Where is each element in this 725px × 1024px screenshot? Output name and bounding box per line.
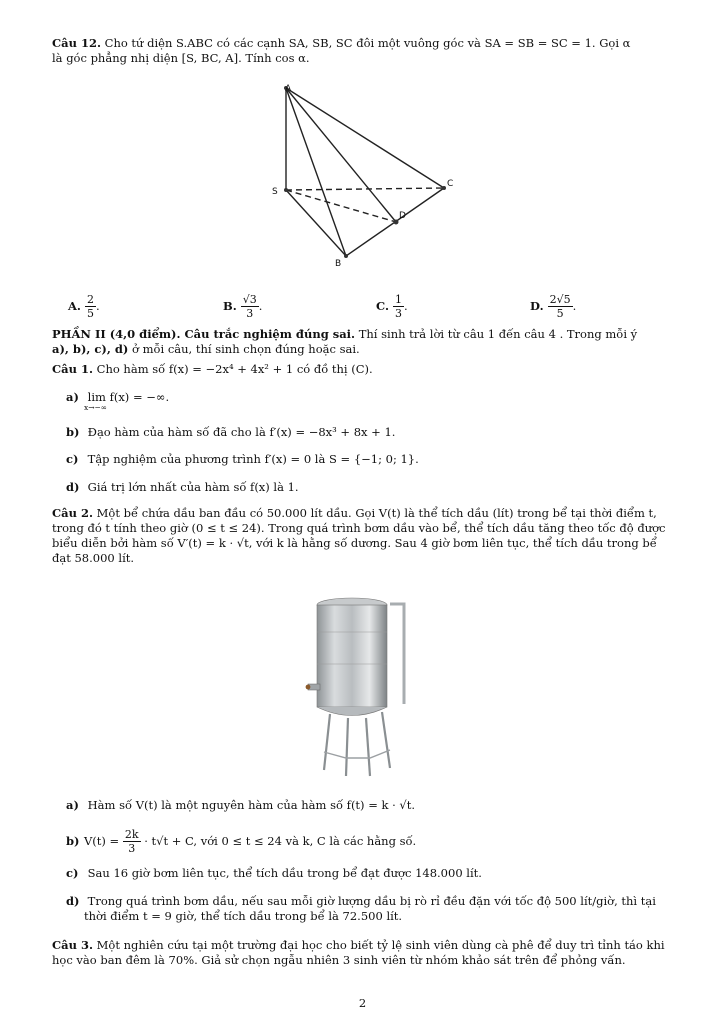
- part2-instr-bold: a), b), c), d): [52, 342, 129, 356]
- option-d-label: D.: [530, 298, 544, 313]
- c1-item-a-sub: x→−∞: [84, 403, 108, 412]
- c2-stem: [52, 506, 674, 566]
- c1-item-b-label: b): [66, 425, 80, 439]
- valve-handle: [306, 685, 311, 690]
- option-b-den: 3: [246, 306, 254, 320]
- c1-item-a-label: a): [66, 390, 79, 404]
- q12-text-line2: là góc phẳng nhị diện [S, BC, A]. Tính cos α.: [52, 51, 310, 65]
- tetrahedron-figure: [260, 80, 470, 270]
- c2-item-a-label: a): [66, 798, 79, 812]
- c1-text: Cho hàm số f(x) = −2x⁴ + 4x² + 1 có đồ thị (C).: [96, 362, 373, 376]
- c1-item-a[interactable]: [66, 390, 674, 412]
- option-a-fraction: [85, 293, 96, 320]
- option-a-label: A.: [68, 298, 81, 313]
- c2-item-d-text2: thời điểm t = 9 giờ, thể tích dầu trong bể là 72.500 lít.: [84, 909, 403, 923]
- c2-item-b[interactable]: [66, 825, 674, 857]
- c2-label: Câu 2.: [52, 506, 93, 520]
- option-a[interactable]: [68, 288, 100, 324]
- tank-leg-2: [346, 718, 348, 776]
- part2-instr-line2: ở mỗi câu, thí sinh chọn đúng hoặc sai.: [131, 342, 360, 356]
- option-d-fraction: [548, 293, 573, 320]
- tank-bottom: [317, 707, 387, 716]
- part2-instructions: [52, 327, 674, 357]
- option-c-den: 3: [394, 306, 402, 320]
- question-2: [52, 506, 674, 566]
- c3-line1: Một nghiên cứu tại một trường đại học cho biết tỷ lệ sinh viên dùng cà phê để duy trì tỉnh táo khi: [96, 938, 665, 952]
- label-C: C: [447, 179, 454, 189]
- option-b-label: B.: [223, 298, 237, 313]
- c1-item-a-text: lim f(x) = −∞.: [87, 390, 170, 404]
- q12-options: [68, 288, 628, 324]
- c1-item-d-label: d): [66, 480, 80, 494]
- part2-section: [52, 327, 674, 357]
- c1-item-d[interactable]: [66, 480, 674, 495]
- q12-label: Câu 12.: [52, 36, 101, 50]
- c2-item-a-text: Hàm số V(t) là một nguyên hàm của hàm số f(t) = k · √t.: [87, 798, 416, 812]
- c1-item-c-label: c): [66, 452, 79, 466]
- c2-item-d-text: Trong quá trình bơm dầu, nếu sau mỗi giờ lượng dầu bị rò rỉ đều đặn với tốc độ 500 lít/giờ, thì tại: [87, 894, 656, 908]
- page-number: 2: [358, 996, 367, 1010]
- label-A: A: [285, 84, 292, 94]
- c1-item-b-text: Đạo hàm của hàm số đã cho là f′(x) = −8x³ + 8x + 1.: [87, 425, 396, 439]
- tank-leg-4: [382, 712, 390, 768]
- c2-item-b-fraction: [123, 828, 141, 855]
- c2-item-a[interactable]: [66, 798, 674, 813]
- option-b-tail: .: [258, 298, 263, 313]
- tank-body: [317, 605, 387, 707]
- question-1: [52, 362, 674, 377]
- option-b[interactable]: [223, 288, 262, 324]
- c2-item-b-post: · t√t + C, với 0 ≤ t ≤ 24 và k, C là các hằng số.: [144, 833, 417, 848]
- c3-label: Câu 3.: [52, 938, 93, 952]
- c2-item-c-text: Sau 16 giờ bơm liên tục, thể tích dầu trong bể đạt được 148.000 lít.: [87, 866, 482, 880]
- option-c[interactable]: [376, 288, 408, 324]
- point-C: [442, 186, 446, 190]
- option-d-tail: .: [572, 298, 577, 313]
- part2-instr-line1: Thí sinh trả lời từ câu 1 đến câu 4 . Trong mỗi ý: [358, 327, 638, 341]
- option-d-den: 5: [556, 306, 564, 320]
- point-B: [344, 254, 348, 258]
- c2-line2: trong đó t tính theo giờ (0 ≤ t ≤ 24). Trong quá trình bơm dầu vào bể, thể tích dầu tăng theo tốc độ được: [52, 521, 666, 535]
- edge-AD: [286, 88, 396, 222]
- tank-pipe: [390, 604, 404, 704]
- c2-line1: Một bể chứa dầu ban đầu có 50.000 lít dầu. Gọi V(t) là thể tích dầu (lít) trong bể tại thời điểm t,: [96, 506, 657, 520]
- option-c-label: C.: [376, 298, 389, 313]
- q12-text-line1: Cho tứ diện S.ABC có các cạnh SA, SB, SC đôi một vuông góc và SA = SB = SC = 1. Gọi α: [104, 36, 631, 50]
- c1-stem: [52, 362, 674, 377]
- option-b-num: √3: [242, 292, 257, 306]
- c1-item-c-text: Tập nghiệm của phương trình f′(x) = 0 là S = {−1; 0; 1}.: [87, 452, 419, 466]
- point-S: [284, 188, 288, 192]
- c2-item-d-label: d): [66, 894, 80, 908]
- c2-item-b-pre: V(t) =: [84, 833, 120, 848]
- c2-line4: đạt 58.000 lít.: [52, 551, 135, 565]
- label-D: D: [399, 211, 406, 221]
- option-a-den: 5: [86, 306, 94, 320]
- question-12: [52, 36, 674, 66]
- tank-brace: [324, 750, 390, 758]
- c1-item-c[interactable]: [66, 452, 674, 467]
- tank-leg-1: [324, 714, 330, 770]
- option-c-num: 1: [394, 292, 402, 306]
- c1-item-b[interactable]: [66, 425, 674, 440]
- option-a-num: 2: [86, 292, 94, 306]
- edge-AC: [286, 88, 444, 188]
- option-b-fraction: [241, 293, 259, 320]
- c1-item-d-text: Giá trị lớn nhất của hàm số f(x) là 1.: [87, 480, 299, 494]
- option-c-tail: .: [403, 298, 408, 313]
- edge-AB: [286, 88, 346, 256]
- c2-item-d[interactable]: [66, 894, 674, 924]
- point-D: [394, 220, 399, 225]
- tank-leg-3: [366, 718, 370, 776]
- part2-heading: PHẦN II (4,0 điểm). Câu trắc nghiệm đúng sai.: [52, 327, 356, 341]
- question-3: [52, 938, 674, 968]
- q12-text: [52, 36, 674, 66]
- edge-SB: [286, 190, 346, 256]
- label-B: B: [335, 259, 342, 269]
- c3-stem: [52, 938, 674, 968]
- option-a-tail: .: [95, 298, 100, 313]
- option-c-fraction: [393, 293, 404, 320]
- c2-item-b-den: 3: [128, 841, 136, 855]
- option-d-num: 2√5: [549, 292, 571, 306]
- edge-SC-dashed: [286, 188, 444, 190]
- option-d[interactable]: [530, 288, 576, 324]
- c2-line3: biểu diễn bởi hàm số V′(t) = k · √t, với k là hằng số dương. Sau 4 giờ bơm liên tục, thể tích dầu trong bể: [52, 536, 657, 550]
- c1-label: Câu 1.: [52, 362, 93, 376]
- edge-SD-dashed: [286, 190, 396, 222]
- c2-item-b-num: 2k: [124, 827, 139, 841]
- c3-line2: học vào ban đêm là 70%. Giả sử chọn ngẫu nhiên 3 sinh viên từ nhóm khảo sát trên để phỏng vấn.: [52, 953, 626, 967]
- c2-item-b-label: b): [66, 833, 80, 848]
- c2-item-c-label: c): [66, 866, 79, 880]
- c2-item-c[interactable]: [66, 866, 674, 881]
- label-S: S: [272, 187, 278, 197]
- oil-tank-image: [300, 592, 420, 782]
